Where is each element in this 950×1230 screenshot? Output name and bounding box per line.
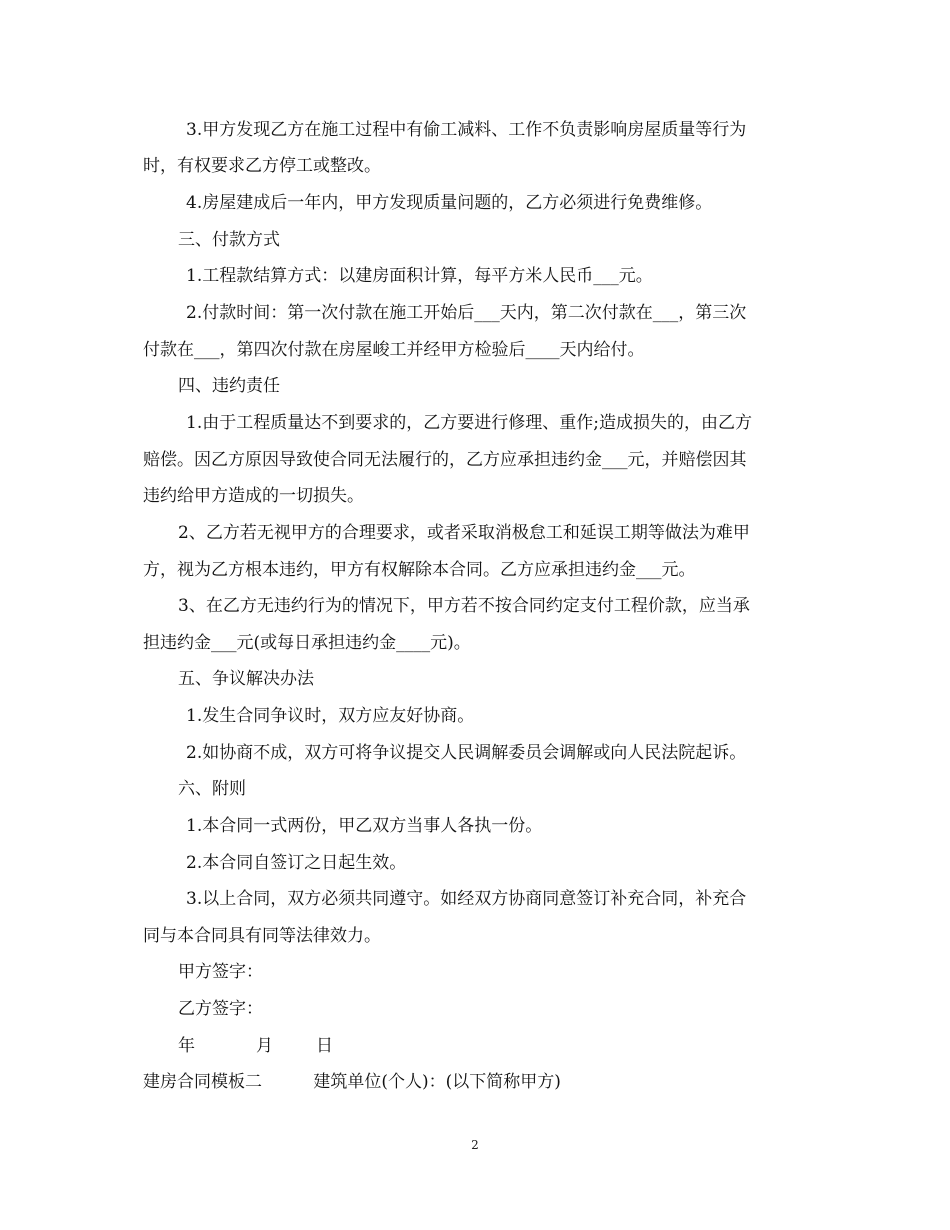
section-heading: 三、付款方式 — [178, 230, 280, 250]
date-day-label: 日 — [316, 1036, 333, 1056]
paragraph-line: 2.本合同自签订之日起生效。 — [186, 853, 407, 873]
paragraph-line: 3、在乙方无违约行为的情况下，甲方若不按合同约定支付工程价款，应当承 — [178, 596, 750, 616]
section-heading: 五、争议解决办法 — [178, 669, 314, 689]
page-number: 2 — [471, 1138, 479, 1152]
template-intro-text: 建筑单位(个人)：(以下简称甲方) — [313, 1072, 561, 1092]
section-heading: 四、违约责任 — [178, 376, 280, 396]
paragraph-line: 2、乙方若无视甲方的合理要求，或者采取消极怠工和延误工期等做法为难甲 — [178, 523, 750, 543]
paragraph-line: 2.付款时间：第一次付款在施工开始后___天内，第二次付款在___，第三次 — [186, 303, 747, 323]
paragraph-line: 违约给甲方造成的一切损失。 — [143, 486, 364, 506]
paragraph-line: 1.发生合同争议时，双方应友好协商。 — [186, 706, 475, 726]
date-month-label: 月 — [256, 1036, 273, 1056]
template-title: 建房合同模板二 — [143, 1072, 262, 1092]
paragraph-line: 时，有权要求乙方停工或整改。 — [143, 156, 381, 176]
date-year-label: 年 — [178, 1036, 195, 1056]
paragraph-line: 担违约金___元(或每日承担违约金____元)。 — [143, 633, 471, 653]
paragraph-line: 3.以上合同，双方必须共同遵守。如经双方协商同意签订补充合同，补充合 — [186, 889, 747, 909]
template-two-intro — [0, 1070, 561, 1094]
paragraph-line: 3.甲方发现乙方在施工过程中有偷工减料、工作不负责影响房屋质量等行为 — [186, 120, 747, 140]
paragraph-line: 1.工程款结算方式：以建房面积计算，每平方米人民币___元。 — [186, 266, 653, 286]
paragraph-line: 1.本合同一式两份，甲乙双方当事人各执一份。 — [186, 816, 543, 836]
paragraph-line: 2.如协商不成，双方可将争议提交人民调解委员会调解或向人民法院起诉。 — [186, 743, 747, 763]
paragraph-line: 赔偿。因乙方原因导致使合同无法履行的，乙方应承担违约金___元，并赔偿因其 — [143, 450, 747, 470]
paragraph-line: 1.由于工程质量达不到要求的，乙方要进行修理、重作;造成损失的，由乙方 — [186, 413, 752, 433]
date-line — [0, 1034, 333, 1058]
paragraph-line: 4.房屋建成后一年内，甲方发现质量问题的，乙方必须进行免费维修。 — [186, 193, 713, 213]
paragraph-line: 方，视为乙方根本违约，甲方有权解除本合同。乙方应承担违约金___元。 — [143, 560, 696, 580]
party-a-signature-label: 甲方签字： — [178, 962, 263, 982]
paragraph-line: 同与本合同具有同等法律效力。 — [143, 926, 381, 946]
party-b-signature-label: 乙方签字： — [178, 999, 263, 1019]
section-heading: 六、附则 — [178, 779, 246, 799]
paragraph-line: 付款在___，第四次付款在房屋峻工并经甲方检验后____天内给付。 — [143, 340, 645, 360]
